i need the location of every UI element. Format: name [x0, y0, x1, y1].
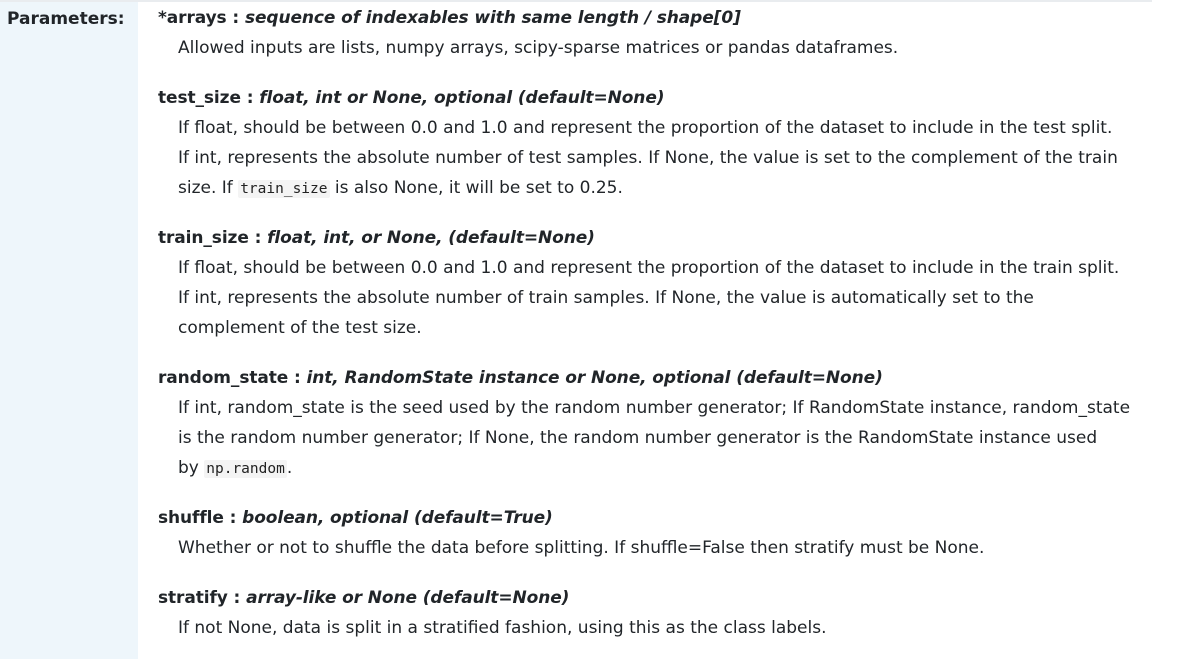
param-type: int, RandomState instance or None, optional (default=None) — [306, 368, 883, 388]
param-shuffle — [158, 503, 1158, 563]
param-description — [178, 253, 1158, 343]
param-separator: : — [288, 368, 307, 388]
param-type: float, int or None, optional (default=None) — [259, 88, 665, 108]
description-line: If int, represents the absolute number of train samples. If None, the value is automatically set to the — [178, 288, 1034, 308]
description-line: size. If train_size is also None, it will be set to 0.25. — [178, 178, 623, 198]
param-test-size — [158, 83, 1158, 203]
param-description — [178, 533, 1158, 563]
param-random-state — [158, 363, 1158, 483]
top-rule — [0, 0, 1152, 2]
param-name: test_size — [158, 88, 241, 108]
description-line: If int, represents the absolute number of test samples. If None, the value is set to the complement of the train — [178, 148, 1118, 168]
param-head — [158, 223, 1158, 253]
param-type: sequence of indexables with same length / shape[0] — [244, 8, 741, 28]
param-separator: : — [240, 88, 260, 108]
param-description — [178, 113, 1158, 203]
param-separator: : — [227, 588, 247, 608]
param-description — [178, 393, 1158, 483]
param-arrays — [158, 3, 1158, 63]
description-line: is the random number generator; If None, the random number generator is the RandomState instance used — [178, 428, 1098, 448]
param-separator: : — [223, 508, 243, 528]
param-description — [178, 33, 1158, 63]
param-type: float, int, or None, (default=None) — [267, 228, 595, 248]
param-head — [158, 583, 1158, 613]
param-stratify — [158, 583, 1158, 643]
param-head — [158, 363, 1158, 393]
description-line: by np.random . — [178, 458, 293, 478]
param-head — [158, 503, 1158, 533]
description-line: Allowed inputs are lists, numpy arrays, scipy-sparse matrices or pandas dataframes. — [178, 38, 899, 58]
param-name: shuffle — [158, 508, 224, 528]
param-name: stratify — [158, 588, 228, 608]
parameters-label: Parameters: — [0, 2, 138, 659]
param-type: array-like or None (default=None) — [246, 588, 570, 608]
description-line: If float, should be between 0.0 and 1.0 and represent the proportion of the dataset to include in the train split. — [178, 258, 1120, 278]
param-separator: : — [248, 228, 268, 248]
description-line: Whether or not to shuffle the data before splitting. If shuffle=False then stratify must be None. — [178, 538, 985, 558]
param-type: boolean, optional (default=True) — [242, 508, 553, 528]
param-name: random_state — [158, 368, 289, 388]
description-line: If float, should be between 0.0 and 1.0 and represent the proportion of the dataset to include in the test split. — [178, 118, 1113, 138]
inline-code-train-size: train_size — [240, 181, 328, 197]
param-head — [158, 83, 1158, 113]
param-train-size — [158, 223, 1158, 343]
description-line: complement of the test size. — [178, 318, 422, 338]
param-name: *arrays — [158, 8, 227, 28]
description-line: If int, random_state is the seed used by the random number generator; If RandomState instance, random_state — [178, 398, 1131, 418]
inline-code-np-random: np.random — [206, 461, 285, 477]
param-head — [158, 3, 1158, 33]
param-name: train_size — [158, 228, 249, 248]
description-line: If not None, data is split in a stratified fashion, using this as the class labels. — [178, 618, 827, 638]
param-description — [178, 613, 1158, 643]
param-separator: : — [226, 8, 245, 28]
